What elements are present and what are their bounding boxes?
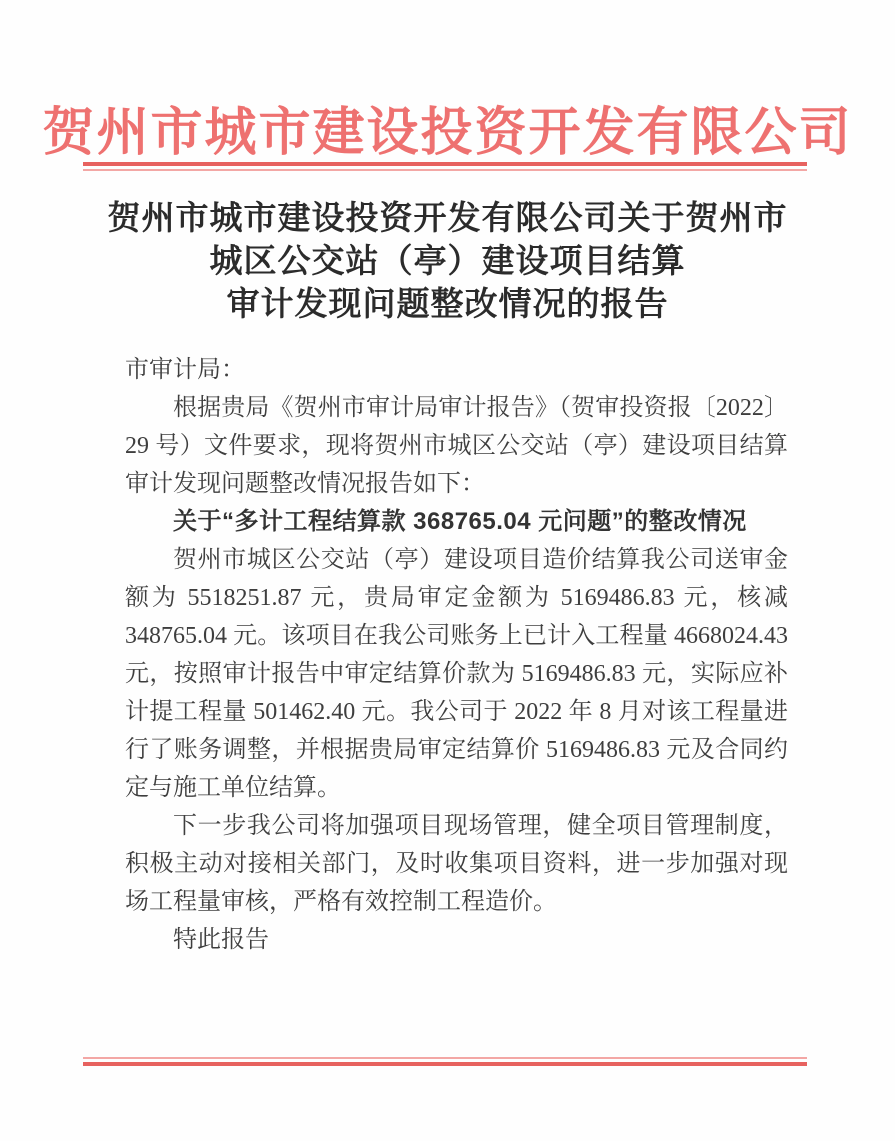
salutation: 市审计局：: [125, 357, 245, 383]
document-body: [125, 351, 788, 959]
document-title: [0, 198, 895, 327]
paragraph-intro: 根据贵局《贺州市审计局审计报告》（贺审投资报〔2022〕29 号）文件要求，现将贺州市城区公交站（亭）建设项目结算审计发现问题整改情况报告如下：: [125, 395, 788, 497]
letterhead-company-name: 贺州市城市建设投资开发有限公司: [42, 105, 853, 162]
document-title-line-2: 城区公交站（亭）建设项目结算: [209, 244, 686, 280]
footer-divider-rule: [83, 1057, 807, 1066]
letterhead-divider-rule: [83, 162, 807, 171]
paragraph-rectification-details: 贺州市城区公交站（亭）建设项目造价结算我公司送审金额为 5518251.87 元，贵局审定金额为 5169486.83 元，核减 348765.04 元。该项目在我公司账务上已计入工程量 4668024.43 元，按照审计报告中审定结算价款为 5169486.83 元，实际应补计提工程量 501462.40 元。我公司于 2022 年 8 月对该工程量进行了账务调整，并根据贵局审定结算价 5169486.83 元及合同约定与施工单位结算。: [125, 547, 788, 801]
footer-divider-thick-bar: [83, 1062, 807, 1066]
closing-statement: 特此报告: [173, 927, 269, 953]
letterhead-divider-thick-bar: [83, 162, 807, 166]
document-title-line-1: 贺州市城市建设投资开发有限公司关于贺州市: [107, 201, 788, 237]
letterhead-divider-thin-bar: [83, 169, 807, 171]
paragraph-future-measures: 下一步我公司将加强项目现场管理，健全项目管理制度，积极主动对接相关部门，及时收集项目资料，进一步加强对现场工程量审核，严格有效控制工程造价。: [125, 813, 788, 915]
footer-divider-thin-bar: [83, 1057, 807, 1059]
section-heading: 关于“多计工程结算款 368765.04 元问题”的整改情况: [173, 508, 747, 535]
document-title-line-3: 审计发现问题整改情况的报告: [226, 287, 669, 323]
